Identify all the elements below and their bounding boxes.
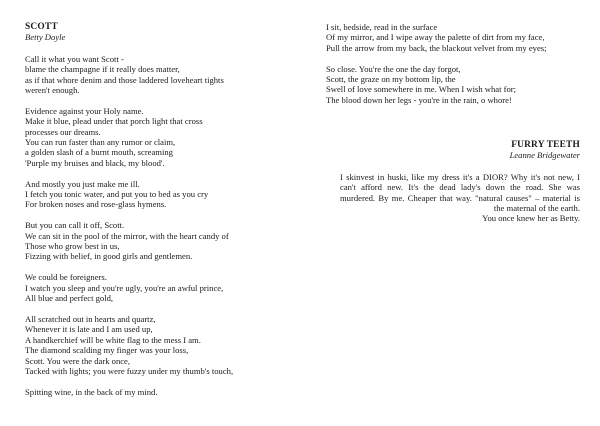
poem-line: You once knew her as Betty. [482,213,580,224]
poem-line: Scott, the graze on my bottom lip, the [326,74,456,85]
poem-scott-continued [326,22,588,116]
poem-line: processes our dreams. [25,126,101,137]
poem-line: All scratched out in hearts and quartz, [25,313,156,324]
poem-line: For broken noses and rose-glass hymens. [25,199,167,210]
stanza [25,220,287,262]
poem-line: I watch you sleep and you're ugly, you're an awful prince, [25,282,224,293]
poem-line: All blue and perfect gold, [25,293,114,304]
poem-line: The blood down her legs - you're in the rain, o whore! [326,94,512,105]
stanza [25,314,287,376]
poem-line: Pull the arrow from my back, the blackout velvet from my eyes; [326,42,547,53]
stanza [25,387,287,397]
poem-line: a golden slash of a burnt mouth, screaming [25,147,173,158]
poem-line: as if that whore denim and those laddered loveheart tights [25,74,224,85]
poem-line: Scott. You were the dark once, [25,355,131,366]
poem-author: Leanne Bridgewater [509,150,580,161]
poem-line: But you can call it off, Scott. [25,220,125,231]
poem-line: You can run faster than any rumor or claim, [25,137,176,148]
stanza [25,272,287,303]
poem-line: blame the champagne if it really does matter, [25,64,180,75]
poem-author: Betty Doyle [25,32,66,43]
poem-line: Evidence against your Holy name. [25,105,144,116]
poem-line: weren't enough. [25,85,80,96]
poem-line: Call it what you want Scott - [25,53,124,64]
poem-line: Make it blue, plead under that porch light that cross [25,116,203,127]
poem-body [326,22,588,105]
stanza [25,54,287,96]
right-page [300,0,600,426]
poem-line: Tacked with lights; you were fuzzy under my thumb's touch, [25,365,234,376]
poem-scott [25,22,287,408]
poem-title: FURRY TEETH [511,140,580,150]
poem-line: Swell of love somewhere in me. When I wish what for; [326,84,517,95]
poem-paragraph: I skinvest in huski, like my dress it's a DIOR? Why it's not new, I can't afford new. It's the dead lady's down the road. She was murdered. By me. Cheaper that way. "natural causes" – material is the maternal of the earth. [340,171,580,214]
poem-line: I fetch you tonic water, and put you to bed as you cry [25,189,209,200]
poem-title: SCOTT [25,22,58,32]
poem-line: I sit, bedside, read in the surface [326,22,438,32]
stanza [326,22,588,53]
poem-line: Those who grow best in us, [25,241,120,252]
poem-line: The diamond scalding my finger was your loss, [25,345,189,356]
stanza [25,106,287,168]
stanza [25,179,287,210]
poem-line: We can sit in the pool of the mirror, with the heart candy of [25,230,229,241]
poem-line: So close. You're the one the day forgot, [326,63,461,74]
poem-line: And mostly you just make me ill. [25,178,140,189]
poem-line: We could be foreigners. [25,272,107,283]
poem-line: Whenever it is late and I am used up, [25,324,153,335]
poem-body [25,54,287,397]
poem-line: Spitting wine, in the back of my mind. [25,386,158,397]
poem-line: Fizzing with belief, in good girls and gentlemen. [25,251,193,262]
poem-line: Of my mirror, and I wipe away the palette of dirt from my face, [326,32,545,43]
stanza [326,64,588,106]
poem-line: 'Purple my bruises and black, my blood'. [25,157,165,168]
poem-line: A handkerchief will be white flag to the mess I am. [25,334,201,345]
poem-furry-teeth [340,140,580,224]
